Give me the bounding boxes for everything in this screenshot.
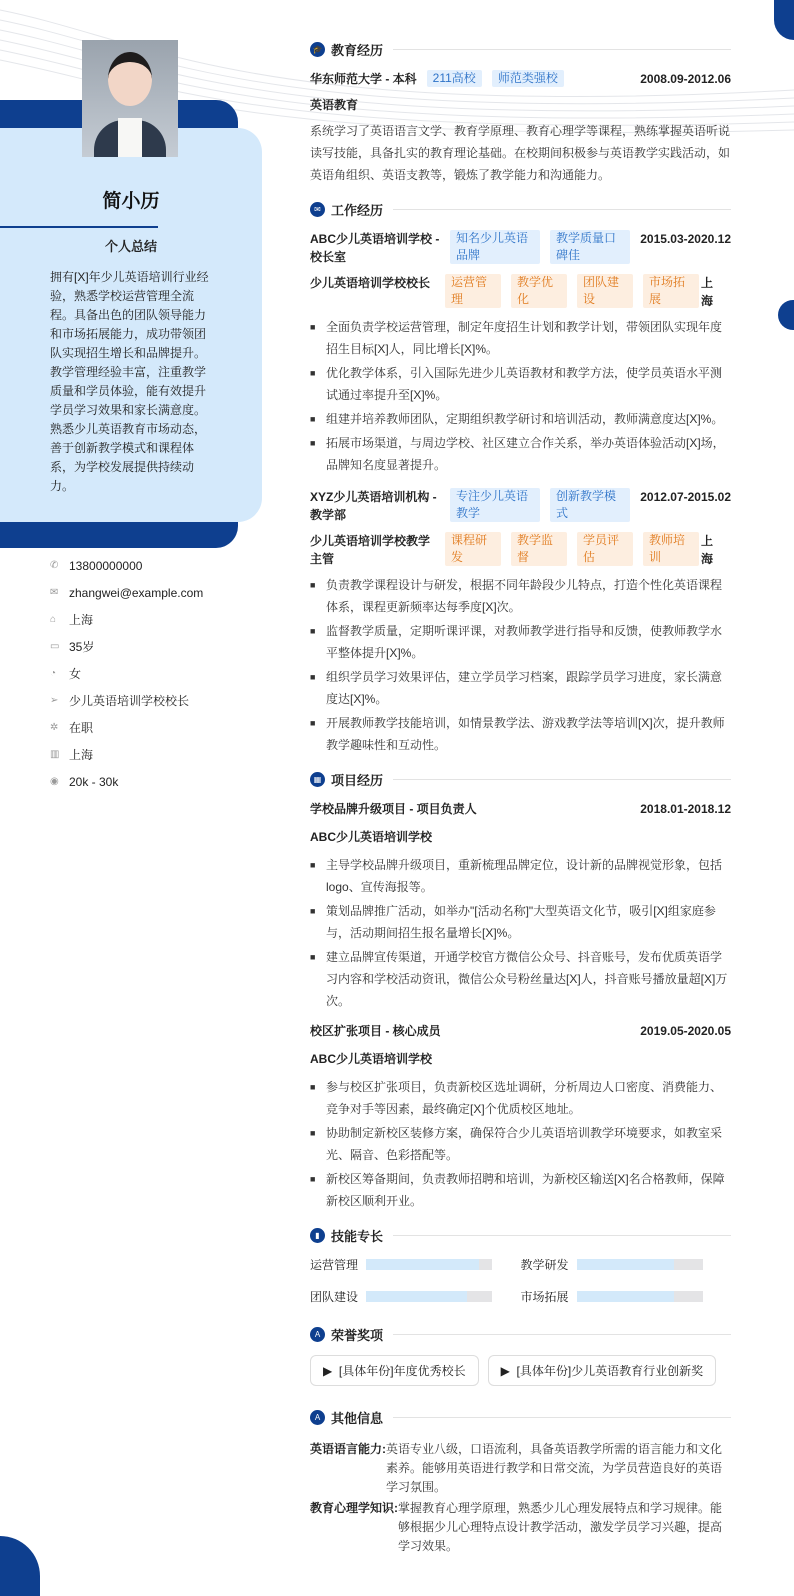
contact-item: [50, 660, 260, 687]
contact-item: [50, 579, 260, 606]
age-icon: ▭: [50, 641, 60, 652]
project-org: ABC少儿英语培训学校: [310, 1052, 432, 1066]
projects-header: [310, 768, 731, 790]
resume-name: 简小历: [102, 191, 160, 212]
graduation-cap-icon: 🎓: [310, 42, 325, 57]
job-date: 2015.03-2020.12: [640, 232, 731, 246]
education-row: [310, 70, 731, 88]
contact-item: [50, 768, 260, 795]
contact-item: [50, 687, 260, 714]
building-icon: ▥: [50, 749, 60, 760]
job-role: 少儿英语培训学校教学主管: [310, 534, 431, 566]
summary-text: 拥有[X]年少儿英语培训行业经验，熟悉学校运营管理全流程。具备出色的团队领导能力和市场拓展能力，成功带领团队实现招生增长和品牌提升。教学管理经验丰富，注重教学质量和学员体验，能有效提升学员学习效果和家长满意度。熟悉少儿英语教育市场动态，善于创新教学模式和课程体系，为学校发展提供持续动力。: [50, 270, 209, 493]
section-title: 其他信息: [331, 1410, 384, 1426]
other-label: 教育心理学知识:: [310, 1501, 398, 1515]
project-date: 2019.05-2020.05: [640, 1024, 731, 1038]
major: 英语教育: [310, 98, 359, 112]
contact-text: 女: [69, 667, 82, 681]
bullet-item: ■ 组织学员学习效果评估，建立学员学习档案，跟踪学员学习进度，家长满意度达[X]%。: [310, 666, 731, 710]
education-date: 2008.09-2012.06: [640, 72, 731, 86]
bullet-item: ■ 全面负责学校运营管理，制定年度招生计划和教学计划，带领团队实现年度招生目标[X]人，同比增长[X]%。: [310, 316, 731, 360]
contact-item: [50, 633, 260, 660]
avatar-photo: [82, 40, 178, 157]
contact-text: 35岁: [69, 640, 95, 654]
job-skill-tag: 团队建设: [577, 274, 633, 308]
school-tag: 211高校: [427, 70, 482, 87]
other-label: 英语语言能力:: [310, 1442, 386, 1456]
award-item: ▶ [具体年份]少儿英语教育行业创新奖: [488, 1355, 717, 1386]
bullet-item: ■ 建立品牌宣传渠道，开通学校官方微信公众号、抖音账号，发布优质英语学习内容和学校活动资讯，微信公众号粉丝量达[X]人，抖音账号播放量超[X]万次。: [310, 946, 731, 1012]
project-entry: [310, 800, 731, 1012]
bullet-text: 组织学员学习效果评估，建立学员学习档案，跟踪学员学习进度，家长满意度达[X]%。: [326, 670, 723, 706]
contact-text: 13800000000: [69, 558, 143, 573]
contact-item: [50, 741, 260, 768]
contact-text: 上海: [69, 748, 94, 762]
bullet-text: 协助制定新校区装修方案，确保符合少儿英语培训教学环境要求，如教室采光、隔音、色彩搭配等。: [326, 1126, 723, 1162]
section-title: 教育经历: [331, 42, 384, 58]
skill-bar: [577, 1291, 703, 1302]
status-icon: ✲: [50, 722, 59, 733]
skill-name: 运营管理: [310, 1258, 359, 1272]
skills-header: [310, 1224, 731, 1246]
other-item: [310, 1499, 731, 1556]
company: ABC少儿英语培训学校 - 校长室: [310, 232, 440, 264]
work-header: [310, 198, 731, 220]
skill-bar: [366, 1259, 492, 1270]
skill-name: 团队建设: [310, 1290, 359, 1304]
school-name: 华东师范大学 - 本科: [310, 72, 417, 86]
skills-grid: [310, 1256, 731, 1305]
contact-text: 上海: [69, 613, 94, 627]
job-date: 2012.07-2015.02: [640, 490, 731, 504]
bullet-item: ■ 新校区筹备期间，负责教师招聘和培训，为新校区输送[X]名合格教师，保障新校区顺利开业。: [310, 1168, 731, 1212]
awards-list: [310, 1355, 731, 1386]
company-tag: 知名少儿英语品牌: [450, 230, 540, 264]
bullet-item: ■ 开展教师教学技能培训，如情景教学法、游戏教学法等培训[X]次，提升教师教学趣味性和互动性。: [310, 712, 731, 756]
bullet-item: ■ 负责教学课程设计与研发，根据不同年龄段少儿特点，打造个性化英语课程体系，课程更新频率达每季度[X]次。: [310, 574, 731, 618]
job-skill-tag: 学员评估: [577, 532, 633, 566]
section-title: 技能专长: [331, 1228, 384, 1244]
bullet-item: ■ 组建并培养教师团队，定期组织教学研讨和培训活动，教师满意度达[X]%。: [310, 408, 731, 430]
skill-item: [521, 1256, 732, 1273]
skill-bar: [577, 1259, 703, 1270]
education-header: [310, 38, 731, 60]
other-text: 掌握教育心理学原理，熟悉少儿心理发展特点和学习规律。能够根据少儿心理特点设计教学活动，激发学员学习兴趣，提高学习效果。: [398, 1501, 723, 1553]
project-entry: [310, 1022, 731, 1212]
contact-item: [50, 552, 260, 579]
bullet-item: ■ 协助制定新校区装修方案，确保符合少儿英语培训教学环境要求，如教室采光、隔音、色彩搭配等。: [310, 1122, 731, 1166]
job-city: 上海: [701, 276, 714, 308]
corner-decoration-bottom-left: [0, 1536, 40, 1596]
bullet-text: 拓展市场渠道，与周边学校、社区建立合作关系，举办英语体验活动[X]场，品牌知名度显著提升。: [326, 436, 725, 472]
awards-header: [310, 1323, 731, 1345]
skill-item: [521, 1288, 732, 1305]
main-column: [310, 38, 731, 1558]
bullet-text: 开展教师教学技能培训，如情景教学法、游戏教学法等培训[X]次，提升教师教学趣味性和互动性。: [326, 716, 725, 752]
section-title: 荣誉奖项: [331, 1327, 384, 1343]
school-tag: 师范类强校: [492, 70, 564, 87]
skill-name: 市场拓展: [520, 1290, 569, 1304]
bullet-item: ■ 优化教学体系，引入国际先进少儿英语教材和教学方法，使学员英语水平测试通过率提升至[X]%。: [310, 362, 731, 406]
send-icon: ➢: [50, 695, 59, 706]
job-skill-tag: 市场拓展: [643, 274, 699, 308]
skill-name: 教学研发: [520, 1258, 569, 1272]
bullet-text: 组建并培养教师团队，定期组织教学研讨和培训活动，教师满意度达[X]%。: [326, 412, 724, 426]
contact-text: 20k - 30k: [69, 774, 119, 789]
award-text: [具体年份]少儿英语教育行业创新奖: [516, 1364, 704, 1378]
briefcase-icon: ✉: [310, 202, 325, 217]
bullet-text: 主导学校品牌升级项目，重新梳理品牌定位，设计新的品牌视觉形象，包括logo、宣传海报等。: [326, 858, 723, 894]
bullet-item: ■ 参与校区扩张项目，负责新校区选址调研，分析周边人口密度、消费能力、竞争对手等因素，最终确定[X]个优质校区地址。: [310, 1076, 731, 1120]
bar-chart-icon: ▮: [310, 1228, 325, 1243]
bullet-item: ■ 监督教学质量，定期听课评课，对教师教学进行指导和反馈，使教师教学水平整体提升[X]%。: [310, 620, 731, 664]
project-name: 学校品牌升级项目 - 项目负责人: [310, 802, 477, 816]
job-skill-tag: 运营管理: [445, 274, 501, 308]
gender-icon: ◔: [50, 668, 57, 679]
bullet-text: 参与校区扩张项目，负责新校区选址调研，分析周边人口密度、消费能力、竞争对手等因素，最终确定[X]个优质校区地址。: [326, 1080, 723, 1116]
contact-text: 少儿英语培训学校校长: [69, 694, 190, 708]
bullet-text: 优化教学体系，引入国际先进少儿英语教材和教学方法，使学员英语水平测试通过率提升至[X]%。: [326, 366, 723, 402]
company-tag: 教学质量口碑佳: [550, 230, 630, 264]
phone-icon: ✆: [50, 560, 59, 571]
salary-icon: ◉: [50, 776, 59, 787]
section-title: 项目经历: [331, 772, 384, 788]
bullet-item: ■ 主导学校品牌升级项目，重新梳理品牌定位，设计新的品牌视觉形象，包括logo、宣传海报等。: [310, 854, 731, 898]
company-tag: 专注少儿英语教学: [450, 488, 540, 522]
bullet-text: 策划品牌推广活动，如举办"[活动名称]"大型英语文化节，吸引[X]组家庭参与，活动期间招生报名量增长[X]%。: [326, 904, 716, 940]
home-icon: ⌂: [50, 614, 57, 625]
section-title: 工作经历: [331, 202, 384, 218]
corner-decoration-right: [778, 300, 794, 330]
project-date: 2018.01-2018.12: [640, 802, 731, 816]
bullet-item: ■ 拓展市场渠道，与周边学校、社区建立合作关系，举办英语体验活动[X]场，品牌知名度显著提升。: [310, 432, 731, 476]
bullet-text: 监督教学质量，定期听课评课，对教师教学进行指导和反馈，使教师教学水平整体提升[X]%。: [326, 624, 723, 660]
job-entry: [310, 230, 731, 476]
contact-text: 在职: [69, 721, 94, 735]
award-item: ▶ [具体年份]年度优秀校长: [310, 1355, 479, 1386]
skill-bar: [366, 1291, 492, 1302]
education-desc: 系统学习了英语语言文学、教育学原理、教育心理学等课程，熟练掌握英语听说读写技能，具备扎实的教育理论基础。在校期间积极参与英语教学实践活动，如英语角组织、英语支教等，锻炼了教学能力和沟通能力。: [310, 124, 731, 182]
other-text: 英语专业八级，口语流利，具备英语教学所需的语言能力和文化素养。能够用英语进行教学和日常交流，为学员营造良好的英语学习氛围。: [386, 1442, 723, 1494]
contact-item: [50, 606, 260, 633]
award-text: [具体年份]年度优秀校长: [338, 1364, 466, 1378]
bullet-item: ■ 策划品牌推广活动，如举办"[活动名称]"大型英语文化节，吸引[X]组家庭参与，活动期间招生报名量增长[X]%。: [310, 900, 731, 944]
other-item: [310, 1440, 731, 1497]
bullet-text: 全面负责学校运营管理，制定年度招生计划和教学计划，带领团队实现年度招生目标[X]人，同比增长[X]%。: [326, 320, 723, 356]
job-city: 上海: [701, 534, 714, 566]
other-header: [310, 1406, 731, 1428]
project-name: 校区扩张项目 - 核心成员: [310, 1024, 441, 1038]
grid-icon: ▦: [310, 772, 325, 787]
job-skill-tag: 课程研发: [445, 532, 501, 566]
company: XYZ少儿英语培训机构 - 教学部: [310, 490, 437, 522]
company-tag: 创新教学模式: [550, 488, 630, 522]
info-icon: A: [310, 1410, 325, 1425]
bullet-text: 负责教学课程设计与研发，根据不同年龄段少儿特点，打造个性化英语课程体系，课程更新频率达每季度[X]次。: [326, 578, 723, 614]
bullet-text: 建立品牌宣传渠道，开通学校官方微信公众号、抖音账号，发布优质英语学习内容和学校活动资讯，微信公众号粉丝量达[X]人，抖音账号播放量超[X]万次。: [326, 950, 728, 1008]
contact-item: [50, 714, 260, 741]
job-skill-tag: 教学优化: [511, 274, 567, 308]
contact-text: zhangwei@example.com: [69, 585, 204, 600]
job-role: 少儿英语培训学校校长: [310, 276, 431, 290]
job-skill-tag: 教师培训: [643, 532, 699, 566]
contact-list: [50, 552, 260, 795]
bullet-text: 新校区筹备期间，负责教师招聘和培训，为新校区输送[X]名合格教师，保障新校区顺利开业。: [326, 1172, 725, 1208]
skill-item: [310, 1256, 521, 1273]
summary-title: 个人总结: [104, 239, 157, 254]
job-skill-tag: 教学监督: [511, 532, 567, 566]
job-entry: [310, 488, 731, 756]
skill-item: [310, 1288, 521, 1305]
mail-icon: ✉: [50, 587, 59, 598]
name-divider: [0, 226, 158, 228]
project-org: ABC少儿英语培训学校: [310, 830, 432, 844]
award-icon: A: [310, 1327, 325, 1342]
